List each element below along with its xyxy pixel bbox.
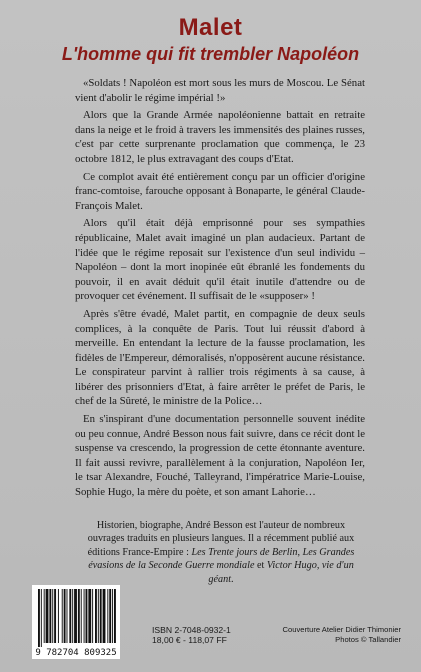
barcode-bar: [84, 589, 85, 643]
blurb-paragraph: Alors que la Grande Armée napoléonienne battait en retraite dans la neige et le froid à travers les immensités des plaines russes, c'est par cette surprenante proclamation que commença, le 23 octobre 1812, le plus extravagant des coups d'Etat.: [75, 109, 365, 165]
barcode-bar: [92, 589, 93, 643]
barcode-bar: [41, 589, 42, 647]
barcode-bar: [49, 589, 51, 643]
isbn-number: ISBN 2-7048-0932-1: [152, 625, 231, 635]
bio-intro: Historien, biographe, André Besson est l'auteur de nombreux ouvrages traduits en plusieurs langues. Il a récemment publié aux éditions France-Empire :: [87, 520, 355, 558]
barcode-bar: [114, 589, 116, 643]
barcode-bar: [38, 589, 40, 647]
bio-book-title: Les Grandes évasions de la Seconde Guerre mondiale: [88, 546, 355, 572]
book-subtitle: L'homme qui fit trembler Napoléon: [61, 44, 360, 64]
blurb-paragraph: Après s'être évadé, Malet partit, en compagnie de deux seuls complices, à la conquête de Paris. Tout lui réussit d'abord à merveille. En entendant la lecture de la fausse proclamation, les fidèles de l'Empereur, démoralisés, n'opposèrent aucune résistance. Le conspirateur parvint à rallier trois régiments à sa cause, à libérer des prisonniers d'Etat, à faire arrêter le préfet de Paris, le chef de la Sûreté, le ministre de la Police…: [75, 307, 365, 408]
barcode-bar: [44, 589, 45, 643]
bio-end: .: [231, 573, 234, 585]
barcode: [32, 585, 120, 659]
barcode-bar: [52, 589, 53, 643]
barcode-bar: [100, 589, 102, 643]
price: 18,00 € - 118,07 FF: [152, 635, 227, 646]
barcode-bar: [78, 589, 80, 643]
barcode-bar: [103, 589, 106, 643]
barcode-bar: [67, 589, 68, 643]
barcode-graphic: [32, 585, 120, 659]
blurb: [75, 76, 365, 503]
barcode-bar: [62, 589, 63, 643]
barcode-bar: [107, 589, 108, 643]
bio-separator: et: [257, 560, 265, 572]
barcode-bar: [98, 589, 99, 643]
barcode-bar: [72, 589, 73, 643]
author-bio: [78, 519, 364, 586]
barcode-bar: [95, 589, 97, 643]
bio-book-title: Les Trente jours de Berlin: [191, 546, 298, 558]
book-title: Malet: [178, 14, 243, 41]
photo-credit: Photos © Tallandier: [335, 635, 401, 644]
bio-book-title: Victor Hugo, vie d'un géant: [208, 560, 354, 585]
barcode-bar: [64, 589, 66, 643]
cover-credit: Couverture Atelier Didier Thimonier: [282, 625, 401, 634]
barcode-bar: [74, 589, 77, 643]
blurb-paragraph: Alors qu'il était déjà emprisonné pour ses sympathies républicaine, Malet avait imaginé un plan audacieux. Partant de l'idée que le régime reposait sur l'existence d'un seul individu – Napoléon – dont la mort inopinée eût ébranlé les fondements du pouvoir, il en avait déduit qu'il était inutile d'attendre ou de provoquer cet événement. Il suffisait de le «supposer» !: [75, 217, 365, 303]
blurb-paragraph: «Soldats ! Napoléon est mort sous les murs de Moscou. Le Sénat vient d'abolir le régime impérial !»: [75, 77, 365, 104]
bio-separator: ,: [297, 546, 301, 558]
barcode-bar: [69, 589, 71, 643]
barcode-bar: [109, 589, 111, 643]
isbn-block: [152, 625, 231, 646]
credits-block: [283, 625, 401, 645]
barcode-bar: [88, 589, 91, 643]
blurb-paragraph: En s'inspirant d'une documentation personnelle souvent inédite ou peu connue, André Besson nous fait suivre, dans ce récit dont le suspense va crescendo, la progression de cette étonnante aventure. Il fait aussi revivre, parallèlement à la conjuration, Napoléon Ier, le tsar Alexandre, Fouché, Talleyrand, l'impératrice Marie-Louise, Sophie Hugo, la mère du poète, et son amant Lahorie…: [75, 413, 365, 499]
barcode-bar: [58, 589, 59, 643]
blurb-paragraph: Ce complot avait été entièrement conçu par un officier d'origine franc-comtoise, farouche opposant à Bonaparte, le général Claude-François Malet.: [75, 170, 365, 212]
barcode-bar: [46, 589, 49, 643]
barcode-bar: [112, 589, 113, 643]
barcode-bar: [54, 589, 56, 643]
barcode-bar: [81, 589, 82, 643]
barcode-bar: [86, 589, 88, 643]
barcode-digits: 9 782704 809325: [35, 648, 117, 658]
